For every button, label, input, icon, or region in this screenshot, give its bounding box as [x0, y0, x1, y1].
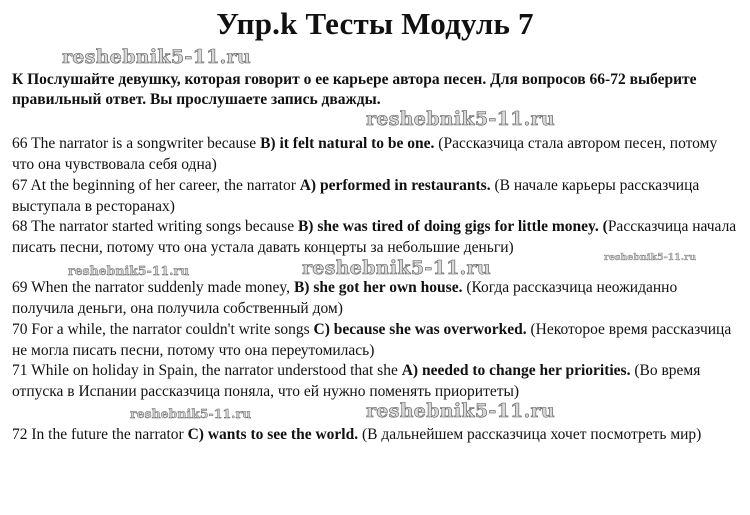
- question-text: 68 The narrator started writing songs because: [12, 218, 298, 235]
- answer-text: B) it felt natural to be one.: [260, 135, 435, 152]
- translation-text: Рассказчица начала писать песни, потому что она устала давать концерты за небольшие деньги): [12, 218, 737, 256]
- answer-text: B) she was tired of doing gigs for little money. (: [297, 218, 608, 235]
- list-item: [12, 278, 742, 319]
- list-item: [12, 134, 742, 175]
- watermark: reshebnik5-11.ru: [302, 257, 491, 279]
- instructions-text: К Послушайте девушку, которая говорит о ее карьере автора песен. Для вопросов 66-72 выберите правильный ответ. Вы прослушаете запись дважды.: [12, 71, 697, 108]
- watermark: reshebnik5-11.ru: [62, 46, 251, 68]
- watermark: reshebnik5-11.ru: [68, 263, 190, 278]
- question-text: 70 For a while, the narrator couldn't write songs: [12, 321, 314, 338]
- question-text: 72 In the future the narrator: [12, 426, 188, 443]
- translation-text: (Некоторое время рассказчица не могла писать песни, потому что она переутомилась): [12, 321, 732, 359]
- watermark: reshebnik5-11.ru: [130, 406, 252, 421]
- list-item: [12, 320, 742, 361]
- question-text: 66 The narrator is a songwriter because: [12, 135, 261, 152]
- watermark: reshebnik5-11.ru: [366, 108, 555, 130]
- translation-text: (Рассказчица стала автором песен, потому что она чувствовала себя одна): [12, 135, 718, 173]
- watermark: reshebnik5-11.ru: [366, 400, 555, 422]
- answer-text: A) needed to change her priorities.: [401, 362, 631, 379]
- watermark: reshebnik5-11.ru: [604, 252, 697, 263]
- translation-text: (Когда рассказчица неожиданно получила деньги, она получила собственный дом): [12, 279, 678, 317]
- list-item: [12, 361, 742, 402]
- translation-text: (В начале карьеры рассказчица выступала в ресторанах): [12, 177, 700, 215]
- list-item: [12, 176, 742, 217]
- translation-text: (Во время отпуска в Испании рассказчица поняла, что ей нужно поменять приоритеты): [12, 362, 701, 400]
- answer-text: A) performed in restaurants.: [299, 177, 491, 194]
- answer-text: B) she got her own house.: [293, 279, 463, 296]
- answer-text: C) because she was overworked.: [313, 321, 527, 338]
- page-title: Упр.k Тесты Модуль 7: [216, 6, 534, 41]
- question-text: 67 At the beginning of her career, the narrator: [12, 177, 300, 194]
- list-item: [12, 425, 742, 446]
- question-text: 71 While on holiday in Spain, the narrator understood that she: [12, 362, 402, 379]
- translation-text: (В дальнейшем рассказчица хочет посмотреть мир): [358, 426, 702, 443]
- answer-text: C) wants to see the world.: [187, 426, 359, 443]
- question-text: 69 When the narrator suddenly made money,: [12, 279, 294, 296]
